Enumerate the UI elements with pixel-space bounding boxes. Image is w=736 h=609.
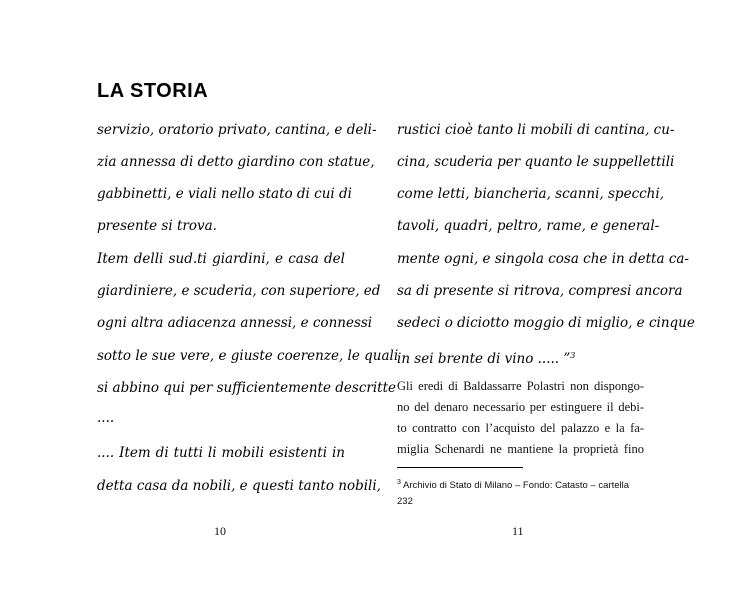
right-line: cina, scuderia per quanto le suppellettili xyxy=(397,154,675,170)
paragraph-line: Gli eredi di Baldassarre Polastri non dispongo- xyxy=(397,379,644,393)
paragraph-line: to contratto con l’acquisto del palazzo e la fa- xyxy=(397,421,644,435)
footnote-ref: 3 xyxy=(570,351,576,360)
footnote-text: Archivio di Stato di Milano – Fondo: Catasto – cartella xyxy=(400,480,630,492)
left-line: gabbinetti, e viali nello stato di cui di xyxy=(97,186,352,202)
section-title: LA STORIA xyxy=(97,80,209,102)
footnote-number: 3 xyxy=(397,479,401,486)
left-line: Item delli sud.ti giardini, e casa del xyxy=(97,251,345,267)
footnote-line-2: 232 xyxy=(397,496,413,508)
left-line: servizio, oratorio privato, cantina, e deli- xyxy=(97,122,377,138)
left-line: si abbino qui per sufficientemente descritte xyxy=(97,380,397,396)
right-line: come letti, biancheria, scanni, specchi, xyxy=(397,186,664,202)
paragraph-line: no del denaro necessario per estinguere il debi- xyxy=(397,400,644,414)
left-line: presente si trova. xyxy=(97,218,217,234)
right-line: mente ogni, e singola cosa che in detta ca- xyxy=(397,251,689,267)
body-paragraph xyxy=(397,376,644,460)
left-line: detta casa da nobili, e questi tanto nobili, xyxy=(97,478,381,494)
right-line: sa di presente si ritrova, compresi ancora xyxy=(397,283,683,299)
paragraph-line: miglia Schenardi ne mantiene la proprietà fino xyxy=(397,442,644,456)
right-line: tavoli, quadri, peltro, rame, e general- xyxy=(397,218,660,234)
quote-end-text: in sei brente di vino ..... ” xyxy=(397,351,571,367)
left-line: .... xyxy=(97,410,115,426)
right-line-quote-end xyxy=(397,346,575,366)
page-number-left: 10 xyxy=(214,524,226,538)
left-line: sotto le sue vere, e giuste coerenze, le quali xyxy=(97,348,399,364)
footnote-line xyxy=(397,475,647,494)
page-number-right: 11 xyxy=(512,524,524,538)
left-line: zia annessa di detto giardino con statue, xyxy=(97,154,375,170)
footnote xyxy=(397,475,647,510)
right-line: sedeci o diciotto moggio di miglio, e cinque xyxy=(397,315,695,331)
left-line: ogni altra adiacenza annessi, e connessi xyxy=(97,315,373,331)
left-line: .... Item di tutti li mobili esistenti in xyxy=(97,445,345,461)
footnote-rule xyxy=(397,467,523,468)
right-line: rustici cioè tanto li mobili di cantina, cu- xyxy=(397,122,675,138)
left-line: giardiniere, e scuderia, con superiore, ed xyxy=(97,283,381,299)
